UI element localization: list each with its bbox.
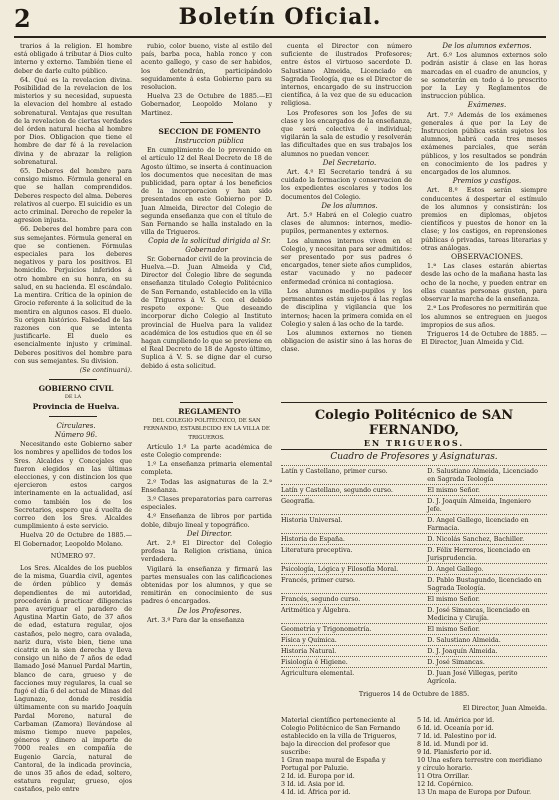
professor-cell: D. Angel Gallego, licenciado en Farmacia. xyxy=(427,516,529,532)
material-item: 8 Id. id. Mundi por id. xyxy=(417,740,489,749)
materials-right xyxy=(417,716,547,796)
column-3 xyxy=(281,42,412,402)
premios-heading: Premios y castigos. xyxy=(452,177,522,186)
material-item: 4 Id. id. África por id. xyxy=(281,788,351,797)
paragraph: Art. 4.º El Secretario tendrá á su cuidado la formacion y conservacion de los expedientes escolares y todos los documentos del Colegio. xyxy=(281,168,412,201)
observaciones-heading: OBSERVACIONES. xyxy=(450,252,524,262)
subject-cell: Latín y Castellano, segundo curso. xyxy=(281,486,393,494)
divider xyxy=(49,379,96,380)
table-row xyxy=(281,465,547,484)
table-row xyxy=(281,574,547,593)
paragraph: Art. 5.º Habrá en el Colegio cuatro clases de alumnos: internos, medio-pupilos, permanentes y externos. xyxy=(281,211,412,236)
paragraph: Los alumnos internos viven en el Colegio, y necesitan para ser admitidos: ser presentado por sus padres ó encargados, tener siete años cumplidos, estar vacunado y no padecer enfermedad crónica ni contagiosa. xyxy=(281,236,412,286)
table-row xyxy=(281,645,547,656)
professor-cell: D. Pablo Bustagundo, licenciado en Sagrada Teología. xyxy=(427,576,542,592)
materials-left xyxy=(281,716,411,796)
externos-heading: De los alumnos externos. xyxy=(442,42,532,50)
column-4 xyxy=(421,42,547,402)
reglamento-subheading: DEL COLEGIO POLITÉCNICO, DE SAN FERNANDO, ESTABLECIDO EN LA VILLA DE TRIGUEROS. xyxy=(143,418,270,441)
subject-cell: Psicología, Lógica y Filosofía Moral. xyxy=(281,565,399,573)
paragraph: 1.º La enseñanza primaria elemental completa. xyxy=(141,460,272,477)
divider xyxy=(180,122,232,123)
paragraph: 1.ª Las clases estarán abiertas desde las ocho de la mañana hasta las ocho de la noche, y pueden entrar en ellas cuantas personas gusten, para observar la marcha de la enseñanza. xyxy=(421,262,547,304)
paragraph: Art. 8.º Estos serán siempre conducentes á despertar el estímulo de los alumnos y consistirán: los premios en diplomas, objetos científicos y puestos de honor en la clase; y los castigos, en reprensiones públicas ó privadas, tareas literarias y otras análogas. xyxy=(421,186,547,252)
subject-cell: Fisiología é Higiene. xyxy=(281,658,348,666)
gov-heading: GOBIERNO CIVIL xyxy=(38,384,114,394)
reglamento-heading: REGLAMENTO xyxy=(178,407,241,416)
paragraph: 2.ª Los Profesores no permitirán que los alumnos se entreguen en juegos impropios de sus años. xyxy=(421,304,547,329)
paragraph: Huelva 23 de Octubre de 1885.—El Gobernador, Leopoldo Molano y Martinez. xyxy=(141,92,272,117)
paragraph: 2.º Todas las asignaturas de la 2.ª Enseñanza. xyxy=(141,477,272,494)
alumnos-heading: De los alumnos. xyxy=(321,201,378,210)
director-heading: Del Director. xyxy=(186,529,233,538)
divider xyxy=(281,402,547,403)
college-title: Colegio Politécnico de SAN FERNANDO, xyxy=(314,408,514,438)
subject-cell: Geometría y Trigonometría. xyxy=(281,625,372,633)
paragraph: Los alumnos externos no tienen obligacion de asistir sino á las horas de clase. xyxy=(281,328,412,354)
circular-96-date: Huelva 20 de Octubre de 1885.—El Gobernador, Leopoldo Molano. xyxy=(14,531,132,548)
college-section xyxy=(281,402,547,797)
professor-cell: D. Félix Herreros, licenciado en Jurisprudencia. xyxy=(427,546,531,562)
paragraph: Artículo 1.º La parte académica de este Colegio comprende: xyxy=(141,442,272,460)
professor-cell: D. Salustiano Almeida. xyxy=(427,636,501,644)
table-row xyxy=(281,634,547,645)
subject-cell: Geografía. xyxy=(281,497,315,505)
material-item: 11 Otra Orrillar. xyxy=(417,772,470,781)
professor-cell: El mismo Señor. xyxy=(427,595,480,603)
material-item: 5 Id. id. América por id. xyxy=(417,716,495,725)
professor-cell: D. Juan José Villegas, perito Agrícola. xyxy=(427,669,518,685)
paragraph: rubio, color bueno, viste al estilo del país, barba poca, habla ronco y con acento gallego, y caso de ser habidos, los detendrán, participándolo seguidamente á esta Gobierno para su resolucion. xyxy=(141,42,272,92)
circular-97: Los Sres. Alcaldes de los pueblos de la misma, Guardia civil, agentes de órden público y demás dependientes de mi autoridad, procederán á practicar diligencias para averiguar el paradero de Agustina Martin Gato, de 37 años de edad, estatura regular, ojos castaños, pelo negro, cara ovalada, nariz dura, viste bien, tiene una cicatriz en la sien derecha y lleva consigo un niño de 7 años de edad llamado José Manuel Pardal Martin, blanco de cara, grueso y de facciones muy regulares, la cual se fugó el día 6 del actual de Minas del Lagunazo, donde residía últimamente con su marido Joaquín Pardal Moreno, natural de Carbaman (Zamora) llevándose al mismo tiempo nueve papeles, géneros y dinero al importe de 7000 reales en compañía de Eugenio García, natural de Cantoral, de la indicada provincia, de unos 35 años de edad, soltero, estatura regular, grueso, ojos castaños, pelo entre xyxy=(14,563,132,794)
section-heading: SECCION DE FOMENTO xyxy=(158,126,261,136)
paragraph: 64. Qué es la revelacion divina. Posibilidad de la revelacion de los misterios y su necesidad, supuesta la elevacion del hombre al estado sobrenatural. Ventajas que resultan de la revelacion de ciertas verdades del órden natural hecha al hombre por Dios. Obligacion que tiene el hombre de dar fé á la revelacion divina y de abrazar la religion sobrenatural. xyxy=(14,75,132,166)
material-item: Material científico perteneciente al Colegio Politécnico de San Fernando establecido en la villa de Trigueros, bajo la direccion del profesor que suscribe: xyxy=(281,716,401,757)
subject-cell: Aritmética y Álgebra. xyxy=(281,606,351,614)
paragraph: 3.º Clases preparatorias para carreras especiales. xyxy=(141,495,272,512)
professor-cell: El mismo Señor. xyxy=(427,625,480,633)
material-item: 1 Gran mapa mural de España y Portugal por Paluzie. xyxy=(281,756,386,773)
paragraph: 65. Deberes del hombre para consigo mismo. Fórmula general en que se hallan comprendidos. Deberes respecto del alma. Deberes relativos al cuerpo. El suicidio es un acto criminal. Derecho de repeler la agresion injusta. xyxy=(14,167,132,225)
paragraph: En cumplimiento de lo prevenido en el artículo 12 del Real Decreto de 18 de Agosto último, se inserta á continuacion los documentos que necesitan de mas publicidad, para optar á los beneficios de la incorporacion y han sido presentados en este Gobierno por D. Juan Almeida, Director del Colegio de segunda enseñanza que con el título de San Fernando se halla instalado en la villa de Trigueros. xyxy=(141,146,272,237)
paragraph: Los alumnos medio-pupilos y los permanentes están sujetos á las reglas de disciplina y vigilancia que los internos; hacen la primera comida en el Colegio y salen á las ocho de la tarde. xyxy=(281,286,412,328)
table-row xyxy=(281,563,547,574)
material-item: 6 Id. id. Oceanía por id. xyxy=(417,724,494,733)
profesores-heading: De los Profesores. xyxy=(177,606,242,615)
material-item: 10 Una esfera terrestre con meridiano y círculo horario. xyxy=(417,756,542,773)
gazette-title: Boletín Oficial. xyxy=(178,4,382,30)
subject-cell: Francés, segundo curso. xyxy=(281,595,361,603)
paragraph: cuenta el Director con número suficiente de ilustrados Profesores; entre éstos el virtuoso sacerdote D. Salustiano Almeida, Licenciado en Sagrada Teología, que es el Director de internos, encargado de su instruccion científica, á la vez que de su educacion religiosa. xyxy=(281,42,412,108)
material-item: 7 Id. id. Palestino por id. xyxy=(417,732,497,741)
paragraph: Vigilará la enseñanza y firmará las partes mensuales con las calificaciones obtenidas por los alumnos, y que se remitirán en conocimiento de sus padres ó encargados. xyxy=(141,564,272,606)
number-97: NÚMERO 97. xyxy=(50,551,96,560)
college-director: El Director, Juan Almeida. xyxy=(462,704,547,713)
professor-cell: D. José Simancas, licenciado en Medicina y Cirujía. xyxy=(427,606,530,622)
divider xyxy=(180,402,232,403)
subject-cell: Agricultura elemental. xyxy=(281,669,355,677)
gov-heading-de: DE LA xyxy=(64,394,82,401)
table-row xyxy=(281,495,547,514)
subjects-table xyxy=(281,465,547,686)
paragraph: Art. 2.º El Director del Colegio profesa la Religion cristiana, única verdadera. xyxy=(141,539,272,564)
professor-cell: D. José Simancas. xyxy=(427,658,485,666)
circular-96: Necesitando este Gobierno saber los nombres y apellidos de todos los Sres. Alcaldes y Concejales que fueron elegidos en las últimas elecciones, y con distincion los que ejercieron estos cargos interinamente en la actualidad, así como también los de los Secretarios, espero que á vuelta de correo den los Sres. Alcaldes cumplimiento á este servicio. xyxy=(14,440,132,531)
page-header xyxy=(14,2,546,38)
professor-cell: D. Salustiano Almeida, Licenciado en Sagrada Teología xyxy=(427,467,538,483)
paragraph: 4.º Enseñanza de libros por partida doble, dibujo lineal y topográfico. xyxy=(141,512,272,529)
subject-cell: Historia Natural. xyxy=(281,647,337,655)
divider xyxy=(49,416,96,417)
circulares-heading: Circulares. xyxy=(56,421,96,430)
subject-cell: Latín y Castellano, primer curso. xyxy=(281,467,388,475)
table-row xyxy=(281,667,547,686)
table-row xyxy=(281,533,547,544)
material-item: 9 Id. Planisferio por id. xyxy=(417,748,492,757)
material-item: 12 Id. Copérnico. xyxy=(417,780,474,789)
table-row xyxy=(281,514,547,533)
subject-cell: Historia Universal. xyxy=(281,516,343,524)
paragraph: Art. 7.º Además de los exámenes generales á que por la Ley de Instruccion pública están sujetos los alumnos, habrá cada tres meses exámenes parciales, que serán públicos, y los resultados se pondrán en conocimiento de los padres y encargados de los alumnos. xyxy=(421,110,547,177)
table-row xyxy=(281,604,547,623)
subject-cell: Historia de España. xyxy=(281,535,345,543)
table-row xyxy=(281,484,547,495)
table-row xyxy=(281,656,547,667)
gov-heading-province: Provincia de Huelva. xyxy=(32,401,120,411)
professor-cell: D. Nicolás Sanchez, Bachiller. xyxy=(427,535,525,543)
table-row xyxy=(281,593,547,604)
copy-heading: Copia de la solicitud dirigida al Sr. Gobernador xyxy=(148,237,271,254)
paragraph: Art. 3.º Para dar la enseñanza xyxy=(147,615,245,624)
reglamento-column xyxy=(141,402,272,782)
section-subheading: Instruccion pública xyxy=(175,137,244,146)
material-item: 3 Id. id. Asia por id. xyxy=(281,780,345,789)
column-1 xyxy=(14,42,132,794)
number-96: Número 96. xyxy=(54,430,98,439)
material-item: 2 Id. id. Europa por id. xyxy=(281,772,355,781)
professor-cell: D. J. Joaquín Almeida. xyxy=(427,647,498,655)
table-row xyxy=(281,544,547,563)
paragraph: 66. Deberes del hombre para con sus semejantes. Fórmula general en que se contienen. Fórmulas especiales para los deberes negativos y para los positivos. El homicidio. Perjuicios inferidos á otro hombre en su honra, en su salud, en su hacienda. El escándalo. La mentira. Crítica de la opinion de Grocio referente á la solicitud de la mentira en algunos casos. El duelo. Su origen histórico. Falsedad de las razones con que se intenta justificarle. El duelo es esencialmente injusto y criminal. Deberes positivos del hombre para con sus semejantes. Su division. xyxy=(14,225,132,365)
materials-list xyxy=(281,716,547,796)
paragraph: Los Profesores son los Jefes de su clase y los encargados de la enseñanza, que será colectiva é individual; vigilarán la sala de estudio y resolverán las dificultades que en sus trabajos los alumnos no puedan vencer. xyxy=(281,108,412,158)
date-signature: Trigueros 14 de Octubre de 1885. —El Director, Juan Almeida y Cid. xyxy=(421,329,547,347)
secretario-heading: Del Secretario. xyxy=(322,158,377,167)
college-date: Trigueros 14 de Octubre de 1885. xyxy=(358,690,470,698)
continued-note: (Se continuará). xyxy=(79,365,132,374)
subject-cell: Literatura preceptiva. xyxy=(281,546,353,554)
material-item: 13 Un mapa de Europa por Dufour. xyxy=(417,788,531,797)
professor-cell: D. J. Joaquín Almeida, Ingeniero Jefe. xyxy=(427,497,531,513)
page-number: 2 xyxy=(14,4,31,33)
table-row xyxy=(281,623,547,634)
paragraph: Sr. Gobernador civil de la provincia de Huelva.—D. Juan Almeida y Cid, Director del Colegio libre de segunda enseñanza titulado Colegio Politécnico de San Fernando, establecido en la villa de Trigueros á V. S. con el debido respeto expone: Que deseando incorporar dicho Colegio al Instituto provincial de Huelva para la validez académica de los estudios que en él se hagan cumpliendo lo que se previene en el Real Decreto de 18 de Agosto último, Suplica á V. S. se digne dar el curso debido á esta solicitud. xyxy=(141,254,273,370)
table-title: Cuadro de Profesores y Asignaturas. xyxy=(330,452,498,462)
paragraph: Art. 6.º Los alumnos externos solo podrán asistir á clase en las horas marcadas en el cuadro de anuncios, y se someterán en todo á lo prescrito por la Ley y Reglamentos de instruccion pública. xyxy=(421,51,547,101)
examenes-heading: Exámenes. xyxy=(467,101,507,110)
professor-cell: El mismo Señor. xyxy=(427,486,480,494)
professor-cell: D. Angel Gallego. xyxy=(427,565,484,573)
paragraph: trarios á la religion. El hombre está obligado á tributar á Dios culto interno y externo. También tiene el deber de darle culto público. xyxy=(14,42,132,75)
subject-cell: Francés, primer curso. xyxy=(281,576,356,584)
subject-cell: Física y Química. xyxy=(281,636,337,644)
column-2 xyxy=(141,42,272,402)
college-subtitle: EN TRIGUEROS. xyxy=(281,439,547,450)
